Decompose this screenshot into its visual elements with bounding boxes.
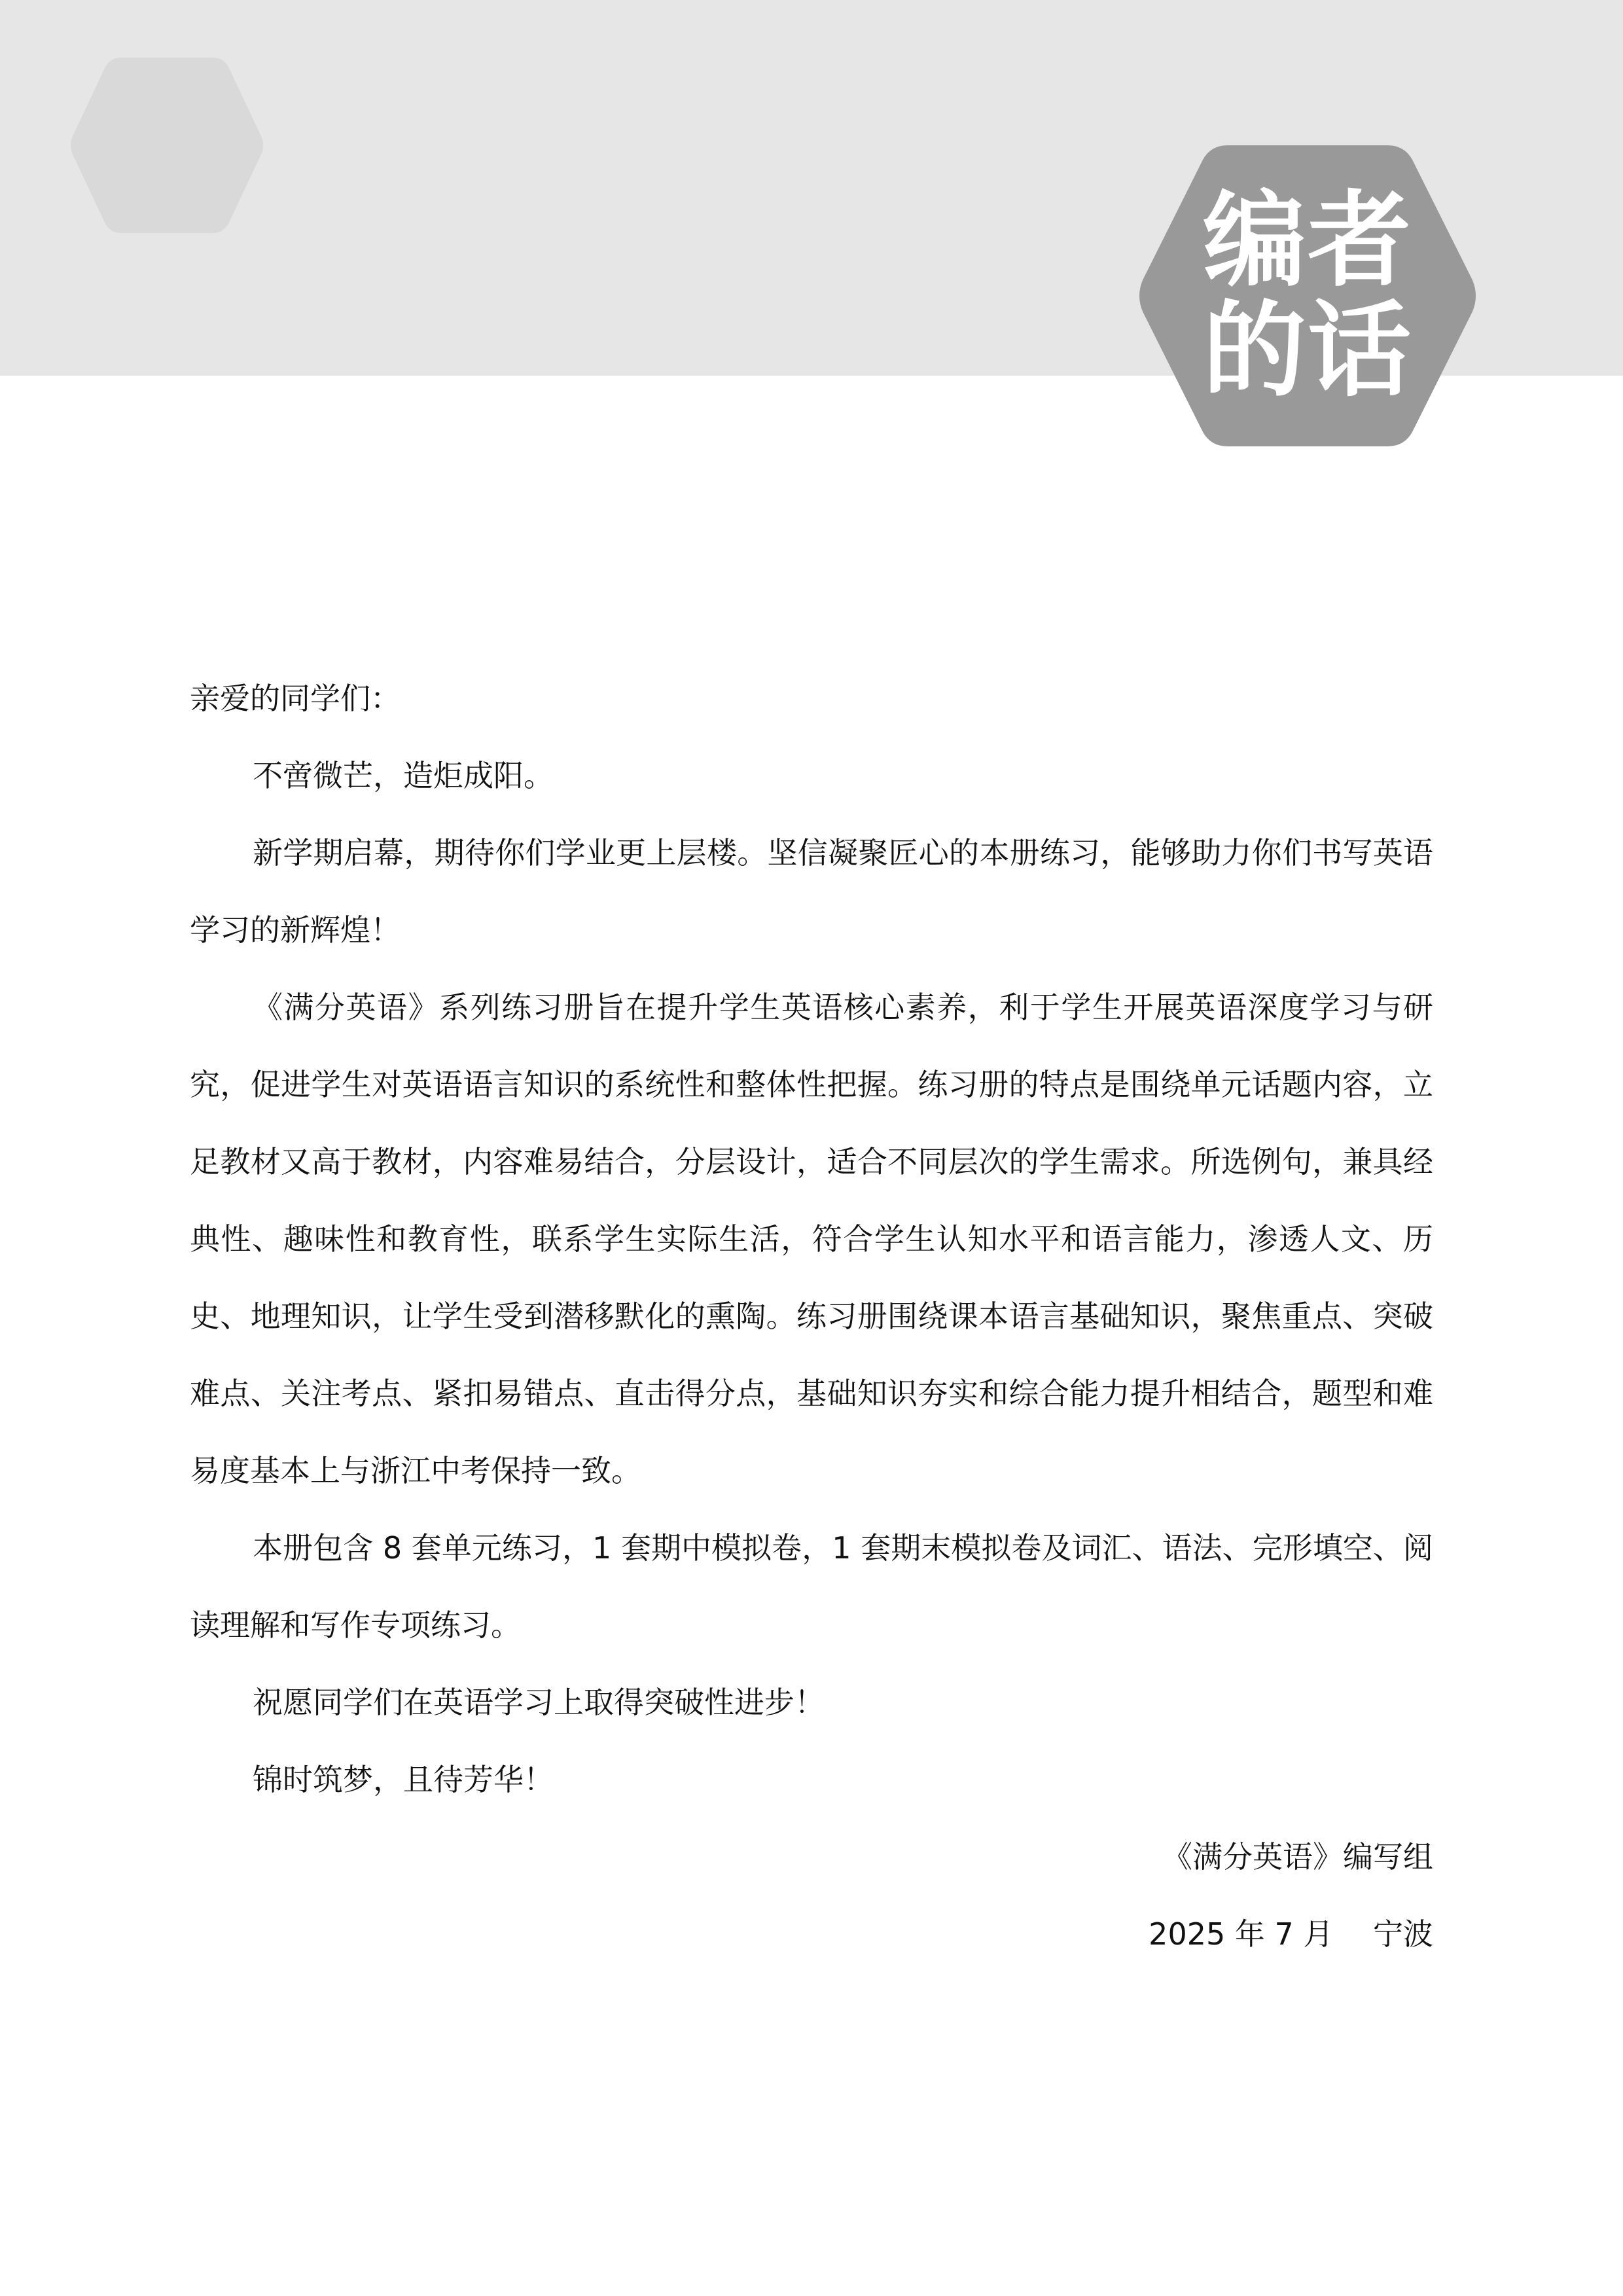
paragraph-closing-motto: 锦时筑梦，且待芳华！ bbox=[253, 1762, 554, 1797]
paragraph-wishes: 祝愿同学们在英语学习上取得突破性进步！ bbox=[253, 1685, 825, 1720]
page-title-line-1: 编者 bbox=[1203, 181, 1412, 301]
page-title-line-2: 的话 bbox=[1203, 291, 1412, 411]
paragraph-contents: 本册包含 8 套单元练习，1 套期中模拟卷，1 套期末模拟卷及词汇、语法、完形填空、阅读理解和写作专项练习。 bbox=[190, 1530, 1433, 1643]
greeting: 亲爱的同学们： bbox=[190, 681, 401, 716]
decorative-hexagon bbox=[69, 58, 265, 233]
signature: 《满分英语》编写组 bbox=[1162, 1839, 1433, 1874]
paragraph-motto: 不啻微芒，造炬成阳。 bbox=[253, 758, 554, 793]
date-place: 2025 年 7 月 宁波 bbox=[1149, 1916, 1433, 1952]
page-title bbox=[1136, 145, 1479, 446]
paragraph-series-intro: 《满分英语》系列练习册旨在提升学生英语核心素养，利于学生开展英语深度学习与研究，促进学生对英语语言知识的系统性和整体性把握。练习册的特点是围绕单元话题内容，立足教材又高于教材，内容难易结合，分层设计，适合不同层次的学生需求。所选例句，兼具经典性、趣味性和教育性，联系学生实际生活，符合学生认知水平和语言能力，渗透人文、历史、地理知识，让学生受到潜移默化的熏陶。练习册围绕课本语言基础知识，聚焦重点、突破难点、关注考点、紧扣易错点、直击得分点，基础知识夯实和综合能力提升相结合，题型和难易度基本上与浙江中考保持一致。 bbox=[190, 990, 1433, 1488]
paragraph-semester: 新学期启幕，期待你们学业更上层楼。坚信凝聚匠心的本册练习，能够助力你们书写英语学习的新辉煌！ bbox=[190, 835, 1433, 948]
editor-letter bbox=[190, 660, 1433, 1973]
